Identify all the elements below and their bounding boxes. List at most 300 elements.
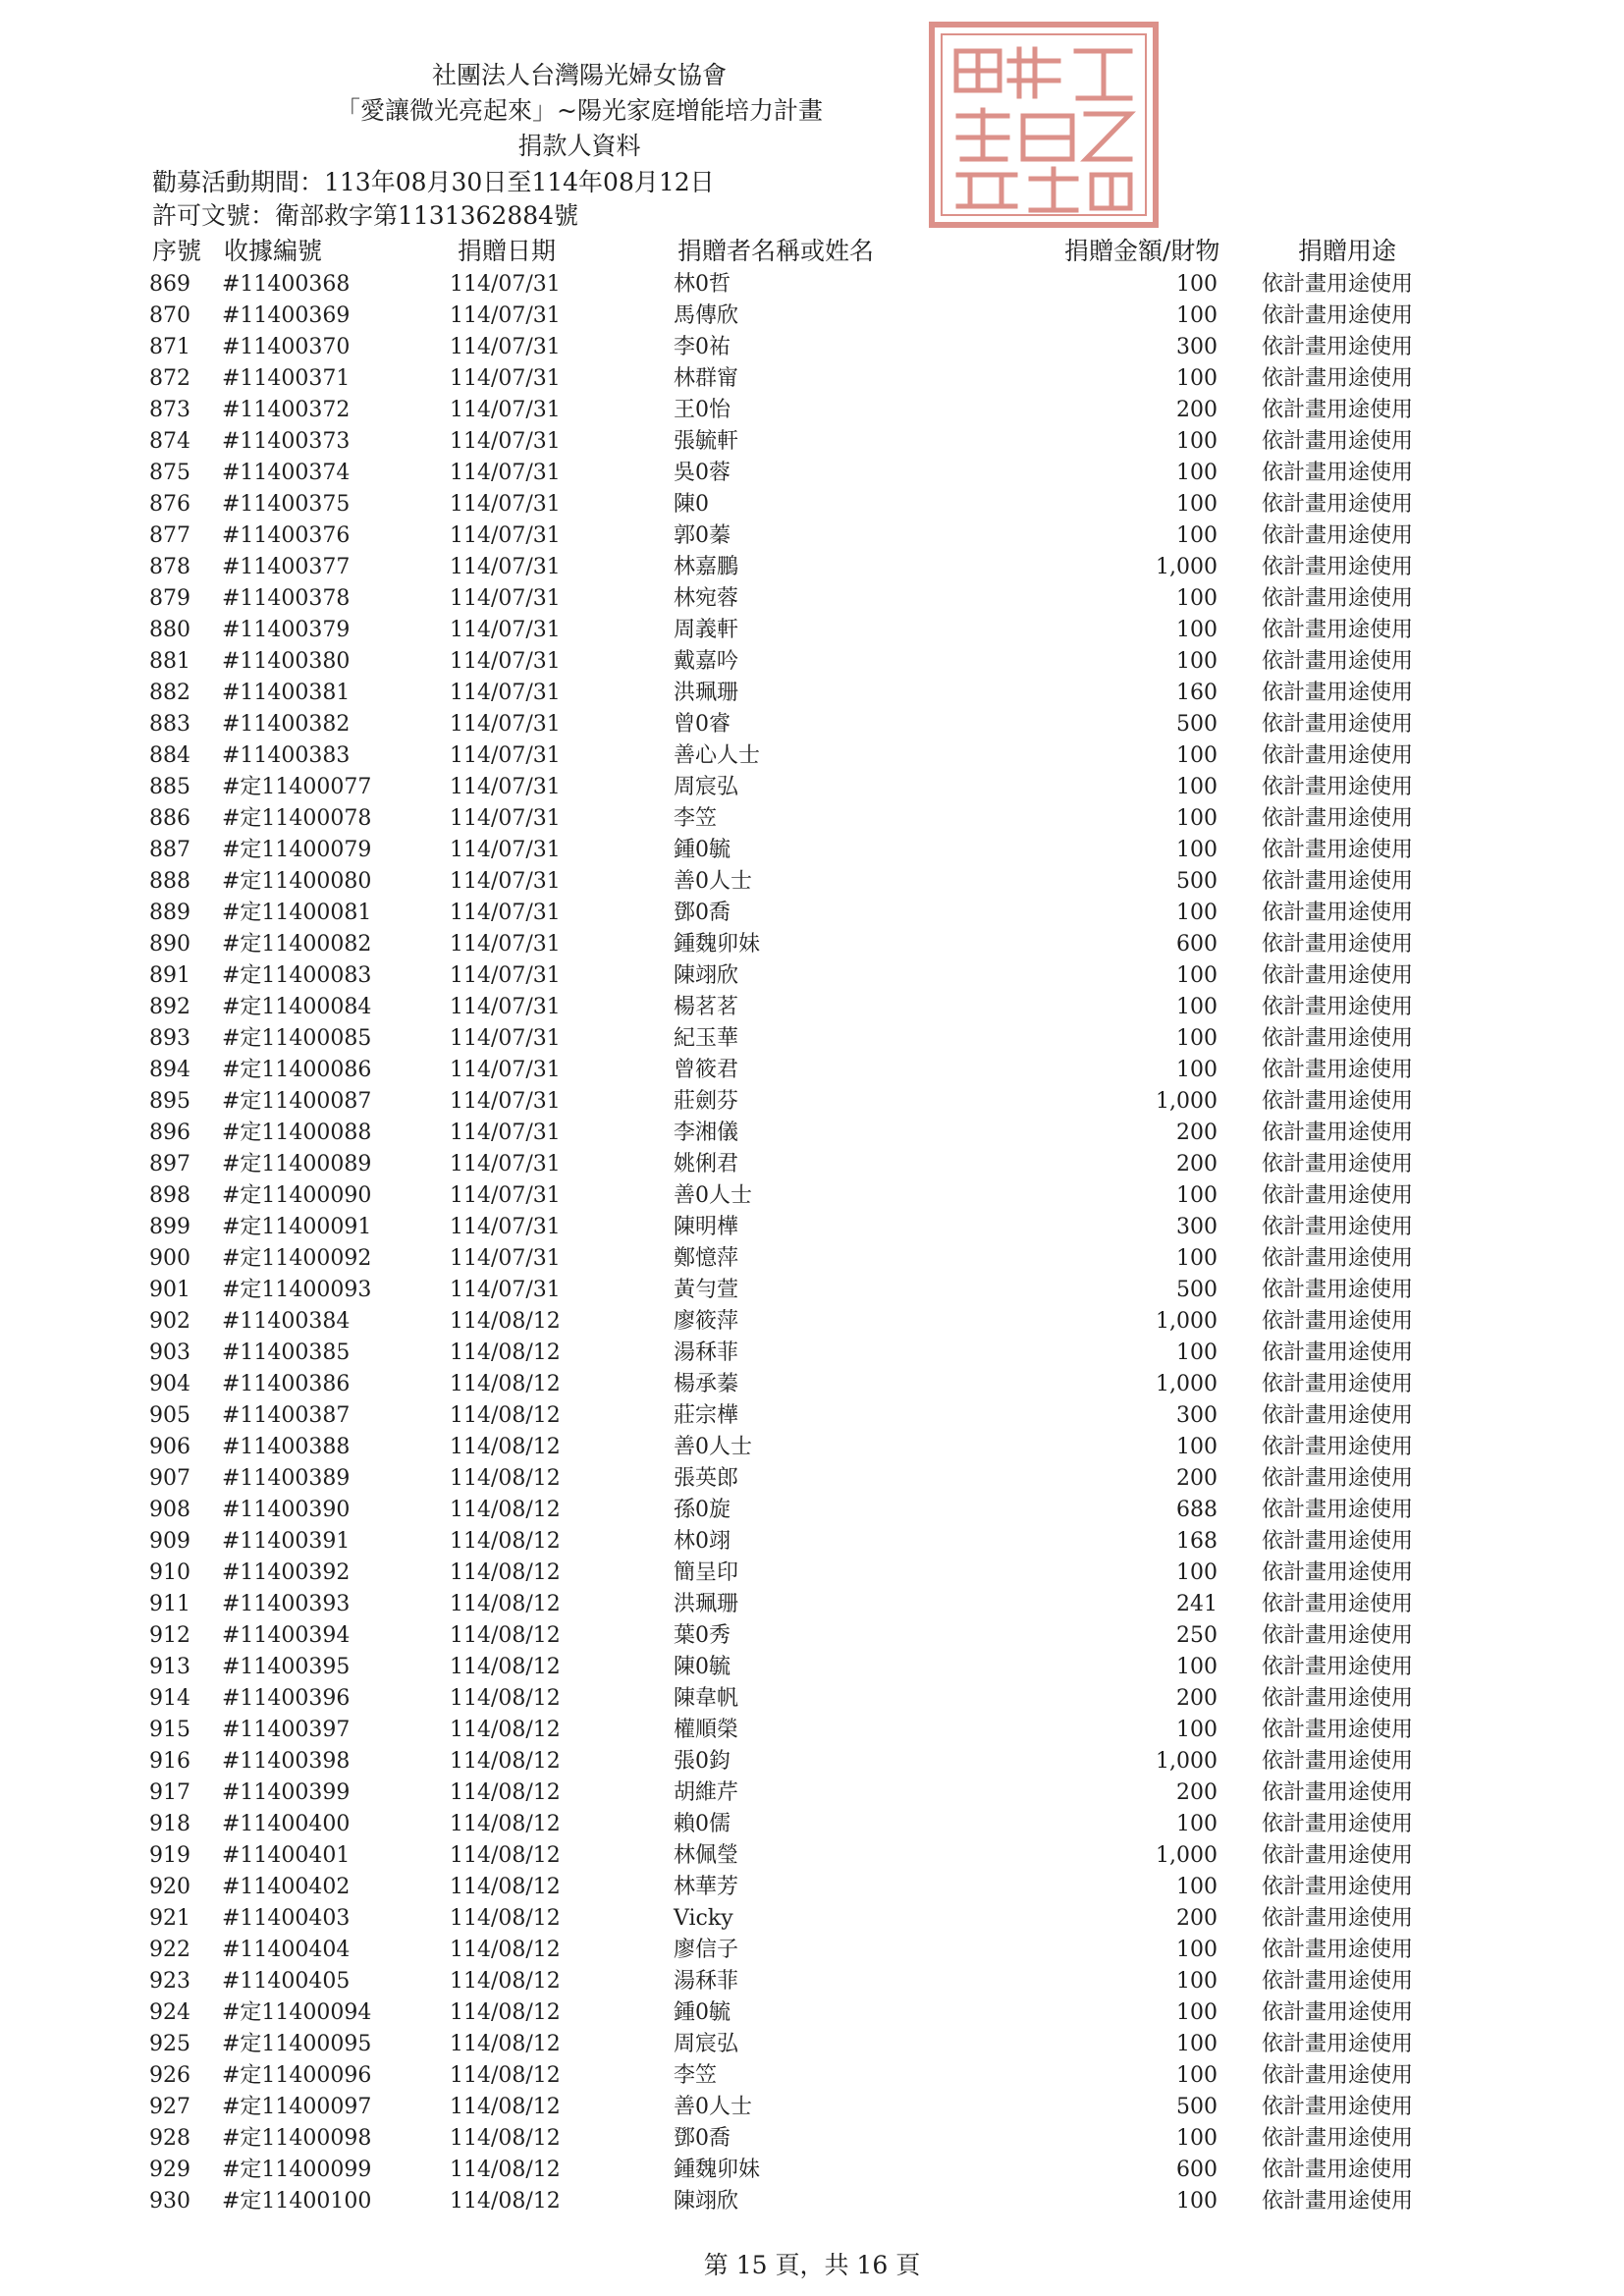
row-usage: 依計畫用途使用	[1262, 1969, 1414, 1994]
row-donor-name: 周義軒	[674, 618, 739, 642]
row-receipt-number: #11400374	[222, 461, 351, 485]
row-usage: 依計畫用途使用	[1262, 1498, 1414, 1522]
row-receipt-number: #定11400099	[222, 2158, 372, 2182]
row-usage: 依計畫用途使用	[1262, 1560, 1414, 1585]
row-date: 114/07/31	[450, 712, 561, 737]
row-donor-name: 李湘儀	[674, 1121, 739, 1145]
row-usage: 依計畫用途使用	[1262, 932, 1414, 957]
row-seq: 924	[149, 2000, 190, 2025]
table-row	[0, 489, 1624, 520]
row-receipt-number: #11400380	[222, 649, 351, 674]
row-date: 114/07/31	[450, 1215, 561, 1239]
row-usage: 依計畫用途使用	[1262, 586, 1414, 611]
row-donor-name: 鍾魏卯妹	[674, 932, 761, 957]
row-receipt-number: #11400400	[222, 1812, 351, 1836]
row-usage: 依計畫用途使用	[1262, 1749, 1414, 1774]
row-amount: 1,000	[1156, 555, 1218, 579]
row-amount: 200	[1176, 398, 1218, 422]
table-row	[0, 1306, 1624, 1338]
row-amount: 100	[1176, 1340, 1218, 1365]
row-usage: 依計畫用途使用	[1262, 2189, 1414, 2214]
row-date: 114/07/31	[450, 1058, 561, 1082]
table-row	[0, 2123, 1624, 2155]
row-usage: 依計畫用途使用	[1262, 2158, 1414, 2182]
row-seq: 879	[149, 586, 190, 611]
row-receipt-number: #11400373	[222, 429, 351, 454]
row-amount: 200	[1176, 1686, 1218, 1711]
row-usage: 依計畫用途使用	[1262, 1843, 1414, 1868]
row-date: 114/07/31	[450, 429, 561, 454]
row-donor-name: 湯秝菲	[674, 1340, 739, 1365]
row-donor-name: 廖筱萍	[674, 1309, 739, 1334]
row-date: 114/08/12	[450, 1466, 561, 1491]
row-receipt-number: #定11400090	[222, 1183, 372, 1208]
row-receipt-number: #11400382	[222, 712, 351, 737]
row-usage: 依計畫用途使用	[1262, 869, 1414, 894]
row-amount: 100	[1176, 1718, 1218, 1742]
row-date: 114/07/31	[450, 649, 561, 674]
row-amount: 100	[1176, 461, 1218, 485]
row-seq: 883	[149, 712, 190, 737]
row-donor-name: 陳0	[674, 492, 709, 517]
row-seq: 878	[149, 555, 190, 579]
row-amount: 600	[1176, 932, 1218, 957]
row-amount: 500	[1176, 712, 1218, 737]
table-row	[0, 835, 1624, 866]
row-amount: 200	[1176, 1121, 1218, 1145]
row-date: 114/08/12	[450, 2032, 561, 2056]
row-amount: 200	[1176, 1152, 1218, 1176]
table-row	[0, 803, 1624, 835]
row-amount: 100	[1176, 1875, 1218, 1899]
row-usage: 依計畫用途使用	[1262, 492, 1414, 517]
row-seq: 916	[149, 1749, 190, 1774]
table-row	[0, 740, 1624, 772]
table-row	[0, 332, 1624, 363]
row-seq: 918	[149, 1812, 190, 1836]
row-usage: 依計畫用途使用	[1262, 1435, 1414, 1459]
table-row	[0, 898, 1624, 929]
row-donor-name: 周宸弘	[674, 2032, 739, 2056]
row-usage: 依計畫用途使用	[1262, 743, 1414, 768]
row-receipt-number: #11400398	[222, 1749, 351, 1774]
row-usage: 依計畫用途使用	[1262, 398, 1414, 422]
table-row	[0, 1809, 1624, 1840]
row-receipt-number: #定11400085	[222, 1026, 372, 1051]
row-amount: 688	[1176, 1498, 1218, 1522]
row-receipt-number: #11400372	[222, 398, 351, 422]
row-seq: 930	[149, 2189, 190, 2214]
row-receipt-number: #11400389	[222, 1466, 351, 1491]
row-usage: 依計畫用途使用	[1262, 1875, 1414, 1899]
page-number: 第 15 頁，共 16 頁	[703, 2251, 921, 2279]
table-row	[0, 1400, 1624, 1432]
row-receipt-number: #定11400092	[222, 1246, 372, 1271]
row-amount: 200	[1176, 1466, 1218, 1491]
row-amount: 200	[1176, 1906, 1218, 1931]
table-row	[0, 2155, 1624, 2186]
table-row	[0, 1966, 1624, 1997]
row-seq: 920	[149, 1875, 190, 1899]
table-row	[0, 1023, 1624, 1055]
row-receipt-number: #定11400080	[222, 869, 372, 894]
row-receipt-number: #定11400083	[222, 963, 372, 988]
row-receipt-number: #11400405	[222, 1969, 351, 1994]
row-seq: 902	[149, 1309, 190, 1334]
row-date: 114/07/31	[450, 963, 561, 988]
row-receipt-number: #11400371	[222, 366, 351, 391]
table-row	[0, 992, 1624, 1023]
row-amount: 100	[1176, 492, 1218, 517]
row-donor-name: 鍾0毓	[674, 2000, 731, 2025]
row-seq: 884	[149, 743, 190, 768]
row-usage: 依計畫用途使用	[1262, 1309, 1414, 1334]
row-receipt-number: #11400386	[222, 1372, 351, 1396]
row-date: 114/08/12	[450, 1780, 561, 1805]
row-seq: 925	[149, 2032, 190, 2056]
row-usage: 依計畫用途使用	[1262, 1938, 1414, 1962]
row-donor-name: 洪珮珊	[674, 1592, 739, 1616]
table-row	[0, 1118, 1624, 1149]
row-date: 114/07/31	[450, 492, 561, 517]
row-seq: 921	[149, 1906, 190, 1931]
table-row	[0, 552, 1624, 583]
row-receipt-number: #11400399	[222, 1780, 351, 1805]
row-receipt-number: #定11400097	[222, 2095, 372, 2119]
table-row	[0, 1526, 1624, 1558]
row-seq: 914	[149, 1686, 190, 1711]
row-receipt-number: #定11400093	[222, 1278, 372, 1302]
row-seq: 909	[149, 1529, 190, 1554]
row-amount: 500	[1176, 1278, 1218, 1302]
row-amount: 100	[1176, 523, 1218, 548]
row-usage: 依計畫用途使用	[1262, 1183, 1414, 1208]
row-seq: 873	[149, 398, 190, 422]
row-amount: 100	[1176, 838, 1218, 862]
row-donor-name: 李0祐	[674, 335, 731, 359]
row-seq: 896	[149, 1121, 190, 1145]
row-amount: 100	[1176, 2000, 1218, 2025]
row-receipt-number: #11400387	[222, 1403, 351, 1428]
table-row	[0, 520, 1624, 552]
row-donor-name: 權順榮	[674, 1718, 739, 1742]
table-row	[0, 646, 1624, 678]
row-donor-name: 曾0睿	[674, 712, 731, 737]
row-receipt-number: #定11400094	[222, 2000, 372, 2025]
row-donor-name: 鄧0喬	[674, 901, 731, 925]
row-seq: 871	[149, 335, 190, 359]
row-donor-name: 李笠	[674, 806, 718, 831]
table-row	[0, 1495, 1624, 1526]
row-donor-name: 黃勻萱	[674, 1278, 739, 1302]
row-usage: 依計畫用途使用	[1262, 1466, 1414, 1491]
row-donor-name: 張0鈞	[674, 1749, 731, 1774]
table-row	[0, 1715, 1624, 1746]
row-seq: 892	[149, 995, 190, 1019]
row-amount: 1,000	[1156, 1749, 1218, 1774]
row-amount: 100	[1176, 1058, 1218, 1082]
row-donor-name: 楊茗茗	[674, 995, 739, 1019]
donor-table	[0, 269, 1624, 2217]
row-seq: 923	[149, 1969, 190, 1994]
row-seq: 912	[149, 1623, 190, 1648]
row-date: 114/08/12	[450, 1655, 561, 1679]
row-usage: 依計畫用途使用	[1262, 523, 1414, 548]
table-row	[0, 1369, 1624, 1400]
row-date: 114/07/31	[450, 743, 561, 768]
table-row	[0, 1055, 1624, 1086]
table-row	[0, 1652, 1624, 1683]
row-donor-name: 李笠	[674, 2063, 718, 2088]
row-amount: 168	[1176, 1529, 1218, 1554]
row-usage: 依計畫用途使用	[1262, 1340, 1414, 1365]
column-header-amount: 捐贈金額/財物	[1064, 237, 1220, 265]
row-receipt-number: #11400395	[222, 1655, 351, 1679]
table-row	[0, 1997, 1624, 2029]
row-donor-name: 善0人士	[674, 1435, 752, 1459]
row-usage: 依計畫用途使用	[1262, 2032, 1414, 2056]
row-seq: 874	[149, 429, 190, 454]
row-date: 114/07/31	[450, 901, 561, 925]
row-usage: 依計畫用途使用	[1262, 618, 1414, 642]
row-seq: 899	[149, 1215, 190, 1239]
row-receipt-number: #定11400078	[222, 806, 372, 831]
row-seq: 900	[149, 1246, 190, 1271]
row-date: 114/07/31	[450, 586, 561, 611]
row-date: 114/08/12	[450, 1403, 561, 1428]
row-usage: 依計畫用途使用	[1262, 1780, 1414, 1805]
row-amount: 100	[1176, 303, 1218, 328]
row-receipt-number: #11400375	[222, 492, 351, 517]
row-usage: 依計畫用途使用	[1262, 1623, 1414, 1648]
column-header-date: 捐贈日期	[458, 237, 557, 265]
row-seq: 926	[149, 2063, 190, 2088]
row-donor-name: 賴0儒	[674, 1812, 731, 1836]
row-donor-name: 吳0蓉	[674, 461, 731, 485]
table-row	[0, 678, 1624, 709]
row-date: 114/08/12	[450, 1686, 561, 1711]
row-date: 114/07/31	[450, 1278, 561, 1302]
row-seq: 882	[149, 681, 190, 705]
row-date: 114/07/31	[450, 806, 561, 831]
row-seq: 887	[149, 838, 190, 862]
row-donor-name: 湯秝菲	[674, 1969, 739, 1994]
row-date: 114/08/12	[450, 1340, 561, 1365]
row-date: 114/07/31	[450, 1246, 561, 1271]
row-amount: 100	[1176, 1655, 1218, 1679]
row-amount: 100	[1176, 1560, 1218, 1585]
row-seq: 895	[149, 1089, 190, 1114]
row-date: 114/07/31	[450, 366, 561, 391]
table-row	[0, 1558, 1624, 1589]
row-amount: 100	[1176, 272, 1218, 297]
row-usage: 依計畫用途使用	[1262, 806, 1414, 831]
row-donor-name: 林群甯	[674, 366, 739, 391]
row-amount: 100	[1176, 1812, 1218, 1836]
row-amount: 100	[1176, 1246, 1218, 1271]
row-amount: 250	[1176, 1623, 1218, 1648]
row-amount: 100	[1176, 429, 1218, 454]
row-usage: 依計畫用途使用	[1262, 2126, 1414, 2151]
row-date: 114/08/12	[450, 2095, 561, 2119]
row-amount: 160	[1176, 681, 1218, 705]
row-usage: 依計畫用途使用	[1262, 1089, 1414, 1114]
row-donor-name: 戴嘉吟	[674, 649, 739, 674]
row-donor-name: 善0人士	[674, 2095, 752, 2119]
table-row	[0, 363, 1624, 395]
row-receipt-number: #11400370	[222, 335, 351, 359]
row-donor-name: 陳明樺	[674, 1215, 739, 1239]
row-date: 114/07/31	[450, 555, 561, 579]
row-usage: 依計畫用途使用	[1262, 1655, 1414, 1679]
row-usage: 依計畫用途使用	[1262, 1058, 1414, 1082]
row-date: 114/08/12	[450, 1843, 561, 1868]
row-usage: 依計畫用途使用	[1262, 1592, 1414, 1616]
row-usage: 依計畫用途使用	[1262, 1529, 1414, 1554]
row-seq: 904	[149, 1372, 190, 1396]
table-row	[0, 583, 1624, 615]
row-date: 114/08/12	[450, 2000, 561, 2025]
row-amount: 100	[1176, 995, 1218, 1019]
row-usage: 依計畫用途使用	[1262, 1026, 1414, 1051]
table-row	[0, 1432, 1624, 1463]
row-amount: 300	[1176, 335, 1218, 359]
row-donor-name: 莊劍芬	[674, 1089, 739, 1114]
row-donor-name: 鍾魏卯妹	[674, 2158, 761, 2182]
row-receipt-number: #11400379	[222, 618, 351, 642]
table-row	[0, 1935, 1624, 1966]
row-usage: 依計畫用途使用	[1262, 712, 1414, 737]
row-seq: 881	[149, 649, 190, 674]
row-date: 114/07/31	[450, 995, 561, 1019]
row-usage: 依計畫用途使用	[1262, 775, 1414, 799]
row-receipt-number: #11400369	[222, 303, 351, 328]
row-seq: 919	[149, 1843, 190, 1868]
row-date: 114/08/12	[450, 1560, 561, 1585]
row-date: 114/08/12	[450, 2063, 561, 2088]
row-amount: 100	[1176, 586, 1218, 611]
row-donor-name: 林宛蓉	[674, 586, 739, 611]
table-row	[0, 1149, 1624, 1180]
row-date: 114/08/12	[450, 1498, 561, 1522]
column-header-seq: 序號	[152, 237, 202, 265]
row-seq: 910	[149, 1560, 190, 1585]
table-row	[0, 1180, 1624, 1212]
table-row	[0, 1086, 1624, 1118]
row-amount: 100	[1176, 743, 1218, 768]
table-row	[0, 426, 1624, 458]
row-donor-name: 葉0秀	[674, 1623, 731, 1648]
row-receipt-number: #定11400100	[222, 2189, 372, 2214]
table-row	[0, 301, 1624, 332]
row-receipt-number: #11400401	[222, 1843, 351, 1868]
row-seq: 922	[149, 1938, 190, 1962]
row-usage: 依計畫用途使用	[1262, 366, 1414, 391]
table-row	[0, 1212, 1624, 1243]
row-donor-name: 林0翊	[674, 1529, 731, 1554]
row-date: 114/07/31	[450, 869, 561, 894]
row-amount: 100	[1176, 618, 1218, 642]
row-date: 114/08/12	[450, 1718, 561, 1742]
row-donor-name: 陳翊欣	[674, 963, 739, 988]
row-date: 114/08/12	[450, 1592, 561, 1616]
row-date: 114/08/12	[450, 1812, 561, 1836]
row-amount: 300	[1176, 1403, 1218, 1428]
table-row	[0, 458, 1624, 489]
table-row	[0, 960, 1624, 992]
row-seq: 915	[149, 1718, 190, 1742]
row-usage: 依計畫用途使用	[1262, 272, 1414, 297]
row-date: 114/07/31	[450, 932, 561, 957]
row-donor-name: 林嘉鵬	[674, 555, 739, 579]
row-receipt-number: #定11400081	[222, 901, 372, 925]
row-donor-name: 張毓軒	[674, 429, 739, 454]
row-donor-name: 陳韋帆	[674, 1686, 739, 1711]
row-receipt-number: #定11400088	[222, 1121, 372, 1145]
row-date: 114/07/31	[450, 838, 561, 862]
row-donor-name: 周宸弘	[674, 775, 739, 799]
row-seq: 911	[149, 1592, 190, 1616]
row-receipt-number: #定11400084	[222, 995, 372, 1019]
row-usage: 依計畫用途使用	[1262, 681, 1414, 705]
row-receipt-number: #11400383	[222, 743, 351, 768]
row-donor-name: 廖信子	[674, 1938, 739, 1962]
row-usage: 依計畫用途使用	[1262, 901, 1414, 925]
row-date: 114/08/12	[450, 1969, 561, 1994]
row-seq: 888	[149, 869, 190, 894]
row-donor-name: 姚俐君	[674, 1152, 739, 1176]
row-seq: 905	[149, 1403, 190, 1428]
row-usage: 依計畫用途使用	[1262, 2063, 1414, 2088]
row-date: 114/08/12	[450, 1623, 561, 1648]
table-row	[0, 1243, 1624, 1275]
row-receipt-number: #11400402	[222, 1875, 351, 1899]
row-amount: 100	[1176, 2189, 1218, 2214]
row-date: 114/08/12	[450, 1906, 561, 1931]
row-donor-name: 洪珮珊	[674, 681, 739, 705]
row-usage: 依計畫用途使用	[1262, 1215, 1414, 1239]
row-usage: 依計畫用途使用	[1262, 1812, 1414, 1836]
row-receipt-number: #11400394	[222, 1623, 351, 1648]
table-row	[0, 2092, 1624, 2123]
row-seq: 908	[149, 1498, 190, 1522]
row-donor-name: 林華芳	[674, 1875, 739, 1899]
row-date: 114/07/31	[450, 335, 561, 359]
row-amount: 100	[1176, 1435, 1218, 1459]
row-usage: 依計畫用途使用	[1262, 1403, 1414, 1428]
row-seq: 929	[149, 2158, 190, 2182]
row-usage: 依計畫用途使用	[1262, 1121, 1414, 1145]
row-usage: 依計畫用途使用	[1262, 963, 1414, 988]
permit-number: 許可文號：衛部救字第1131362884號	[152, 201, 579, 230]
row-receipt-number: #11400376	[222, 523, 351, 548]
row-donor-name: 胡維芹	[674, 1780, 739, 1805]
row-usage: 依計畫用途使用	[1262, 1906, 1414, 1931]
row-amount: 100	[1176, 901, 1218, 925]
row-usage: 依計畫用途使用	[1262, 555, 1414, 579]
table-row	[0, 1903, 1624, 1935]
row-donor-name: 曾筱君	[674, 1058, 739, 1082]
row-date: 114/07/31	[450, 303, 561, 328]
table-row	[0, 866, 1624, 898]
document-title: 捐款人資料	[517, 132, 641, 160]
row-amount: 100	[1176, 649, 1218, 674]
row-seq: 917	[149, 1780, 190, 1805]
row-date: 114/08/12	[450, 1435, 561, 1459]
table-row	[0, 269, 1624, 301]
row-receipt-number: #11400393	[222, 1592, 351, 1616]
row-donor-name: 林佩瑩	[674, 1843, 739, 1868]
